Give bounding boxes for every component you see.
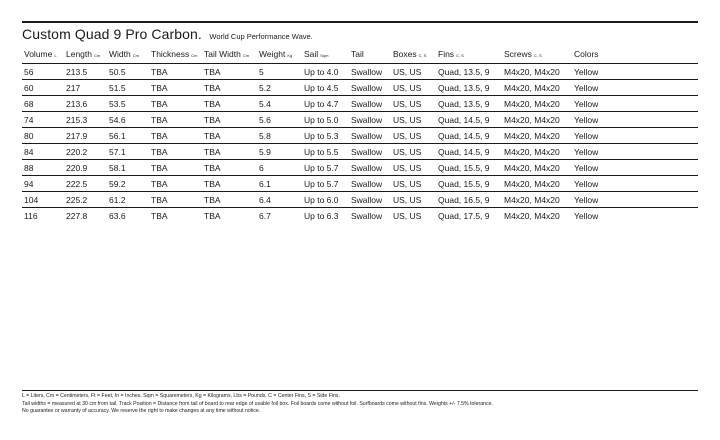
footnote-abbreviations: L = Liters, Cm = Centimeters, Ft = Feet, In = Inches, Sqm = Squaremeters, Kg = Kilograms, Lbs = Pounds, C = Center Fins, S = Side Fins. [22, 393, 340, 399]
table-cell: 50.5 [107, 64, 149, 80]
column-header-unit: Cm [132, 53, 139, 58]
column-header-unit: Cm [94, 53, 101, 58]
table-cell: US, US [391, 96, 436, 112]
column-header [22, 45, 64, 64]
table-cell: Up to 5.7 [302, 160, 349, 176]
table-cell: 5.8 [257, 128, 302, 144]
table-cell: Up to 5.5 [302, 144, 349, 160]
table-cell: Swallow [349, 80, 391, 96]
table-cell: Swallow [349, 112, 391, 128]
column-header-unit: Sqm [320, 53, 329, 58]
table-row [22, 176, 698, 192]
table-cell: TBA [149, 176, 202, 192]
table-cell: US, US [391, 128, 436, 144]
table-cell: Up to 5.0 [302, 112, 349, 128]
column-header-unit: C, S [533, 53, 542, 58]
table-cell: Up to 6.3 [304, 210, 339, 221]
table-cell: Quad, 15.5, 9 [436, 160, 502, 176]
table-cell: Yellow [572, 96, 698, 112]
footnotes [22, 393, 698, 416]
table-cell: Yellow [572, 144, 698, 160]
table-cell: M4x20, M4x20 [502, 64, 572, 80]
table-cell: TBA [151, 210, 168, 221]
table-cell: TBA [204, 210, 221, 221]
table-row [22, 160, 698, 176]
table-cell: 215.3 [64, 112, 107, 128]
table-cell: Up to 5.3 [302, 128, 349, 144]
table-cell: Swallow [349, 176, 391, 192]
table-cell: Quad, 13.5, 9 [436, 80, 502, 96]
table-cell: 6 [257, 160, 302, 176]
table-cell: TBA [202, 176, 257, 192]
table-cell: Swallow [351, 210, 383, 221]
table-cell: US, US [391, 160, 436, 176]
bottom-rule [22, 390, 698, 391]
table-cell: 5 [257, 64, 302, 80]
table-row [22, 192, 698, 208]
table-cell: TBA [202, 112, 257, 128]
footnote-measurements: Tail widths = measured at 30 cm from tail. Track Position = Distance from tail of board to rear edge of usable foil box. Foil boards come without foil. Surfboards come without fins. Weights +/- 7.5% tolerance. [22, 400, 493, 407]
table-cell: M4x20, M4x20 [504, 210, 560, 221]
table-cell: M4x20, M4x20 [502, 128, 572, 144]
column-header [257, 45, 302, 64]
product-name: Custom Quad 9 Pro Carbon. [22, 26, 202, 42]
table-row [22, 208, 698, 224]
table-row [22, 112, 698, 128]
table-cell: TBA [149, 64, 202, 80]
table-cell: 6.7 [259, 210, 271, 221]
column-header-unit: Cm [242, 53, 250, 58]
table-cell: Quad, 17.5, 9 [438, 210, 490, 221]
table-row [22, 64, 698, 80]
table-cell: Swallow [349, 160, 391, 176]
column-header-unit: Kg [287, 53, 293, 58]
table-cell: Up to 6.0 [302, 192, 349, 208]
table-cell: Up to 4.0 [302, 64, 349, 80]
column-header-label: Weight [259, 49, 286, 59]
table-cell: TBA [202, 128, 257, 144]
table-cell: Up to 4.7 [302, 96, 349, 112]
column-header [302, 45, 349, 64]
product-subtitle: World Cup Performance Wave. [209, 32, 313, 41]
table-cell: 53.5 [107, 96, 149, 112]
table-cell: Up to 5.7 [302, 176, 349, 192]
spec-table [22, 45, 698, 223]
column-header-unit: C, S [456, 53, 464, 58]
top-rule [22, 21, 698, 23]
table-cell: Swallow [349, 192, 391, 208]
table-cell: 58.1 [107, 160, 149, 176]
table-cell: 74 [22, 112, 64, 128]
document-title [22, 26, 313, 44]
column-header-unit: Cm [191, 53, 198, 58]
table-row [22, 144, 698, 160]
table-cell: US, US [391, 144, 436, 160]
table-cell: Swallow [349, 96, 391, 112]
table-cell: TBA [149, 160, 202, 176]
table-cell: Quad, 14.5, 9 [436, 112, 502, 128]
table-body [22, 64, 698, 224]
table-cell: Swallow [349, 144, 391, 160]
column-header [149, 45, 202, 64]
column-header [107, 45, 149, 64]
table-row [22, 128, 698, 144]
table-row [22, 96, 698, 112]
table-cell: 6.4 [257, 192, 302, 208]
table-cell: 116 [24, 210, 38, 221]
table-cell: 94 [22, 176, 64, 192]
column-header-label: Colors [574, 49, 599, 59]
table-cell: 68 [22, 96, 64, 112]
column-header-unit: L [54, 53, 57, 58]
column-header-label: Boxes [393, 49, 417, 59]
table-cell: 220.9 [64, 160, 107, 176]
table-cell: TBA [149, 112, 202, 128]
table-cell: M4x20, M4x20 [502, 112, 572, 128]
table-cell: M4x20, M4x20 [502, 96, 572, 112]
table-cell: M4x20, M4x20 [502, 176, 572, 192]
table-cell: 56 [22, 64, 64, 80]
table-cell: US, US [393, 210, 422, 221]
column-header-label: Tail Width [204, 49, 241, 59]
column-header [436, 45, 502, 64]
table-cell: Quad, 13.5, 9 [436, 64, 502, 80]
table-cell: 222.5 [64, 176, 107, 192]
table-cell: US, US [391, 80, 436, 96]
table-cell: Quad, 14.5, 9 [436, 128, 502, 144]
table-cell: Swallow [349, 64, 391, 80]
table-cell: 227.8 [66, 210, 88, 221]
column-header [202, 45, 257, 64]
table-cell: Yellow [572, 64, 698, 80]
table-cell: 56.1 [107, 128, 149, 144]
column-header [391, 45, 436, 64]
table-cell: Yellow [572, 80, 698, 96]
table-cell: Yellow [572, 128, 698, 144]
table-cell: Swallow [349, 128, 391, 144]
table-cell: TBA [202, 144, 257, 160]
table-cell: Yellow [572, 176, 698, 192]
table-cell: Yellow [572, 192, 698, 208]
table-cell: 6.1 [257, 176, 302, 192]
table-cell: 217 [64, 80, 107, 96]
column-header [349, 45, 391, 64]
table-cell: 54.6 [107, 112, 149, 128]
table-cell: Yellow [574, 210, 599, 221]
table-row [22, 80, 698, 96]
column-header-label: Fins [438, 49, 455, 59]
table-cell: TBA [202, 96, 257, 112]
column-header-label: Screws [504, 49, 532, 59]
table-cell: TBA [202, 160, 257, 176]
table-cell: TBA [149, 80, 202, 96]
table-cell: Quad, 14.5, 9 [436, 144, 502, 160]
table-cell: TBA [149, 144, 202, 160]
column-header [572, 45, 698, 64]
table-cell: 217.9 [64, 128, 107, 144]
table-cell: 57.1 [107, 144, 149, 160]
column-header-label: Thickness [151, 49, 190, 59]
table-cell: TBA [149, 96, 202, 112]
table-cell: M4x20, M4x20 [502, 80, 572, 96]
table-cell: 5.9 [257, 144, 302, 160]
table-cell: US, US [391, 192, 436, 208]
column-header-label: Width [109, 49, 131, 59]
table-cell: TBA [202, 192, 257, 208]
table-cell: 63.6 [109, 210, 126, 221]
table-cell: Yellow [572, 112, 698, 128]
table-cell: TBA [149, 128, 202, 144]
table-cell: 220.2 [64, 144, 107, 160]
table-cell: Quad, 15.5, 9 [436, 176, 502, 192]
table-cell: 5.6 [257, 112, 302, 128]
table-cell: Yellow [572, 160, 698, 176]
table-cell: 61.2 [107, 192, 149, 208]
table-cell: TBA [149, 192, 202, 208]
table-cell: 5.4 [257, 96, 302, 112]
table-cell: 225.2 [64, 192, 107, 208]
table-cell: 80 [22, 128, 64, 144]
column-header-label: Length [66, 49, 92, 59]
table-cell: TBA [202, 80, 257, 96]
footnote-disclaimer: No guarantee or warranty of accuracy. We reserve the right to make changes at any time without notice. [22, 408, 261, 414]
table-cell: 51.5 [107, 80, 149, 96]
column-header-label: Sail [304, 49, 319, 59]
table-cell: M4x20, M4x20 [502, 160, 572, 176]
table-cell: TBA [202, 64, 257, 80]
table-cell: 59.2 [107, 176, 149, 192]
column-header-label: Volume [24, 49, 53, 59]
table-cell: 5.2 [257, 80, 302, 96]
table-cell: 213.6 [64, 96, 107, 112]
table-cell: 104 [22, 192, 64, 208]
table-cell: 88 [22, 160, 64, 176]
table-cell: Quad, 13.5, 9 [436, 96, 502, 112]
table-cell: US, US [391, 64, 436, 80]
table-header-row [22, 45, 698, 64]
table-cell: M4x20, M4x20 [502, 192, 572, 208]
table-cell: US, US [391, 176, 436, 192]
table-cell: US, US [391, 112, 436, 128]
table-cell: 60 [22, 80, 64, 96]
table-cell: Quad, 16.5, 9 [436, 192, 502, 208]
column-header-label: Tail [351, 49, 364, 59]
column-header [64, 45, 107, 64]
table-cell: 213.5 [64, 64, 107, 80]
column-header [502, 45, 572, 64]
table-cell: 84 [22, 144, 64, 160]
table-cell: Up to 4.5 [302, 80, 349, 96]
column-header-unit: C, S [418, 53, 427, 58]
table-cell: M4x20, M4x20 [502, 144, 572, 160]
